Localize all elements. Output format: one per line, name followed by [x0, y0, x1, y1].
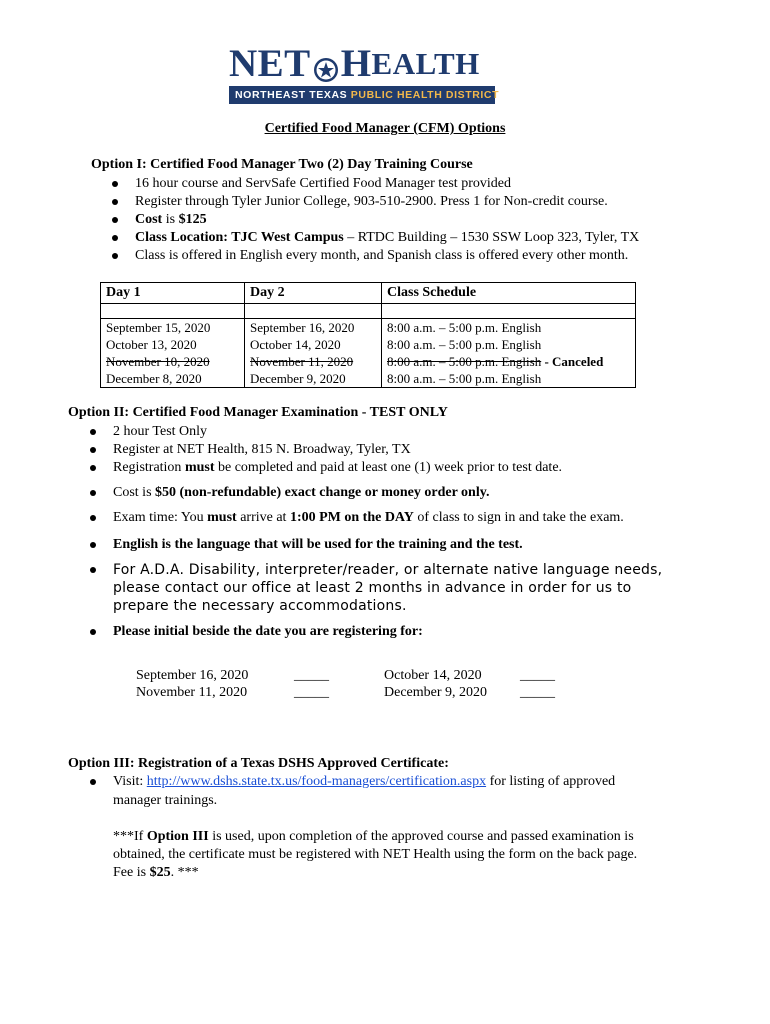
option2-list — [86, 423, 562, 477]
note-line: obtained, the certificate must be registered with NET Health using the form on the back page. — [113, 847, 638, 862]
option2-list-exam — [86, 509, 624, 527]
spacer-cell — [245, 304, 382, 319]
item-bold: $125 — [178, 212, 207, 227]
date-text-canceled: November 11, 2020 — [250, 354, 354, 369]
option2-item — [86, 423, 562, 441]
dshs-link[interactable]: http://www.dshs.state.tx.us/food-managers/certification.aspx — [146, 774, 487, 789]
schedule-canceled-line — [387, 353, 630, 370]
option3-note — [113, 828, 637, 882]
option1-item — [108, 229, 639, 247]
option3-heading: Option III: Registration of a Texas DSHS Approved Certificate: — [68, 756, 449, 771]
item-text: Visit: — [113, 774, 147, 789]
item-bold: 1:00 PM on the DAY — [289, 510, 414, 525]
date-option: October 14, 2020 — [384, 668, 482, 683]
schedule-text: 8:00 a.m. – 5:00 p.m. English — [387, 337, 542, 352]
spacer-cell — [101, 304, 245, 319]
note-line — [113, 828, 637, 846]
item-text: be completed and paid at least one (1) week prior to test date. — [214, 460, 563, 475]
option1-item — [108, 211, 639, 229]
date-column-right — [384, 667, 487, 701]
option1-heading: Option I: Certified Food Manager Two (2) Day Training Course — [91, 157, 473, 172]
page-title: Certified Food Manager (CFM) Options — [264, 121, 506, 136]
item-text: Cost is — [113, 485, 156, 500]
note-bold: Option III — [146, 829, 209, 844]
note-text: Fee is — [113, 865, 150, 880]
item-text: is — [162, 212, 179, 227]
item-bold: Class Location: TJC West Campus — [135, 230, 344, 245]
item-text: Class is offered in English every month, and Spanish class is offered every other month. — [135, 248, 629, 263]
date-option: December 9, 2020 — [384, 685, 488, 700]
item-text: – RTDC Building – 1530 SSW Loop 323, Tyler, TX — [343, 230, 640, 245]
schedule-cell — [382, 319, 636, 388]
option1-item — [108, 247, 639, 265]
date-text: September 15, 2020 — [106, 320, 211, 335]
note-line — [113, 864, 637, 882]
item-text: Register at NET Health, 815 N. Broadway, Tyler, TX — [113, 442, 411, 457]
logo-h-text: H — [340, 42, 372, 85]
logo-ealth-text: EALTH — [371, 46, 480, 81]
option2-item — [86, 536, 523, 554]
date-option: November 11, 2020 — [136, 685, 248, 700]
option3-item — [86, 773, 615, 791]
logo-wordmark — [229, 44, 497, 84]
item-text: Exam time: You — [113, 510, 208, 525]
logo-tagline-bar — [229, 86, 500, 104]
date-text: September 16, 2020 — [250, 320, 355, 335]
logo-net-text: NET — [229, 42, 311, 85]
schedule-text-canceled: 8:00 a.m. – 5:00 p.m. English — [387, 354, 542, 369]
ada-line: For A.D.A. Disability, interpreter/reader, or alternate native language needs, — [113, 562, 663, 578]
item-bold: Please initial beside the date you are registering for: — [113, 624, 423, 639]
option1-item — [108, 175, 639, 193]
class-schedule-table — [100, 282, 636, 388]
item-text: 2 hour Test Only — [113, 424, 208, 439]
item-text: arrive at — [236, 510, 290, 525]
date-column-left — [136, 667, 248, 701]
star-shield-icon — [313, 51, 339, 77]
initial-blank[interactable]: _____ — [294, 668, 329, 683]
ada-line: please contact our office at least 2 months in advance in order for us to — [113, 580, 632, 596]
note-text: . *** — [170, 865, 199, 880]
option3-line2: manager trainings. — [113, 793, 218, 808]
header-day1: Day 1 — [101, 283, 245, 304]
option2-item — [86, 441, 562, 459]
option2-list-language — [86, 536, 523, 554]
option2-heading: Option II: Certified Food Manager Examination - TEST ONLY — [68, 405, 448, 420]
net-health-logo — [229, 42, 500, 104]
option2-list-cost — [86, 484, 489, 502]
note-text: ***If — [113, 829, 147, 844]
note-text: is used, upon completion of the approved course and passed examination is — [208, 829, 634, 844]
day1-cell — [101, 319, 245, 388]
option2-item-ada — [86, 561, 662, 615]
option1-list — [108, 175, 639, 265]
table-header-row — [101, 283, 636, 304]
date-text: December 9, 2020 — [250, 371, 346, 386]
logo-tagline-part2: PUBLIC HEALTH DISTRICT — [350, 89, 500, 101]
initial-column-right — [520, 667, 555, 701]
date-text: October 13, 2020 — [106, 337, 197, 352]
item-text: 16 hour course and ServSafe Certified Food Manager test provided — [135, 176, 511, 191]
item-bold: Cost — [135, 212, 163, 227]
option3-list — [86, 773, 615, 791]
initial-column-left — [294, 667, 329, 701]
schedule-text: 8:00 a.m. – 5:00 p.m. English — [387, 371, 542, 386]
table-row — [101, 319, 636, 388]
item-text: Register through Tyler Junior College, 903-510-2900. Press 1 for Non-credit course. — [135, 194, 608, 209]
item-text: for listing of approved — [486, 774, 616, 789]
item-text: Registration — [113, 460, 185, 475]
option2-item — [86, 509, 624, 527]
date-text-canceled: November 10, 2020 — [106, 354, 210, 369]
date-text: October 14, 2020 — [250, 337, 341, 352]
initial-blank[interactable]: _____ — [520, 685, 555, 700]
spacer-cell — [382, 304, 636, 319]
date-option: September 16, 2020 — [136, 668, 249, 683]
day2-cell — [245, 319, 382, 388]
header-day2: Day 2 — [245, 283, 382, 304]
ada-line: prepare the necessary accommodations. — [113, 598, 407, 614]
initial-blank[interactable]: _____ — [520, 668, 555, 683]
option2-list-ada — [86, 561, 662, 615]
table-spacer-row — [101, 304, 636, 319]
item-text: of class to sign in and take the exam. — [413, 510, 624, 525]
logo-tagline-part1: NORTHEAST TEXAS — [235, 89, 351, 101]
item-bold: English is the language that will be used for the training and the test. — [113, 537, 523, 552]
header-schedule: Class Schedule — [382, 283, 636, 304]
canceled-label: - Canceled — [541, 354, 604, 369]
option2-item — [86, 459, 562, 477]
option2-item — [86, 623, 423, 641]
option2-list-initial — [86, 623, 423, 641]
item-bold: must — [207, 510, 237, 525]
note-bold: $25 — [149, 865, 171, 880]
item-bold: $50 (non-refundable) exact change or money order only. — [155, 485, 490, 500]
initial-blank[interactable]: _____ — [294, 685, 329, 700]
option1-item — [108, 193, 639, 211]
option2-item — [86, 484, 489, 502]
schedule-text: 8:00 a.m. – 5:00 p.m. English — [387, 320, 542, 335]
item-bold: must — [184, 460, 215, 475]
date-text: December 8, 2020 — [106, 371, 202, 386]
